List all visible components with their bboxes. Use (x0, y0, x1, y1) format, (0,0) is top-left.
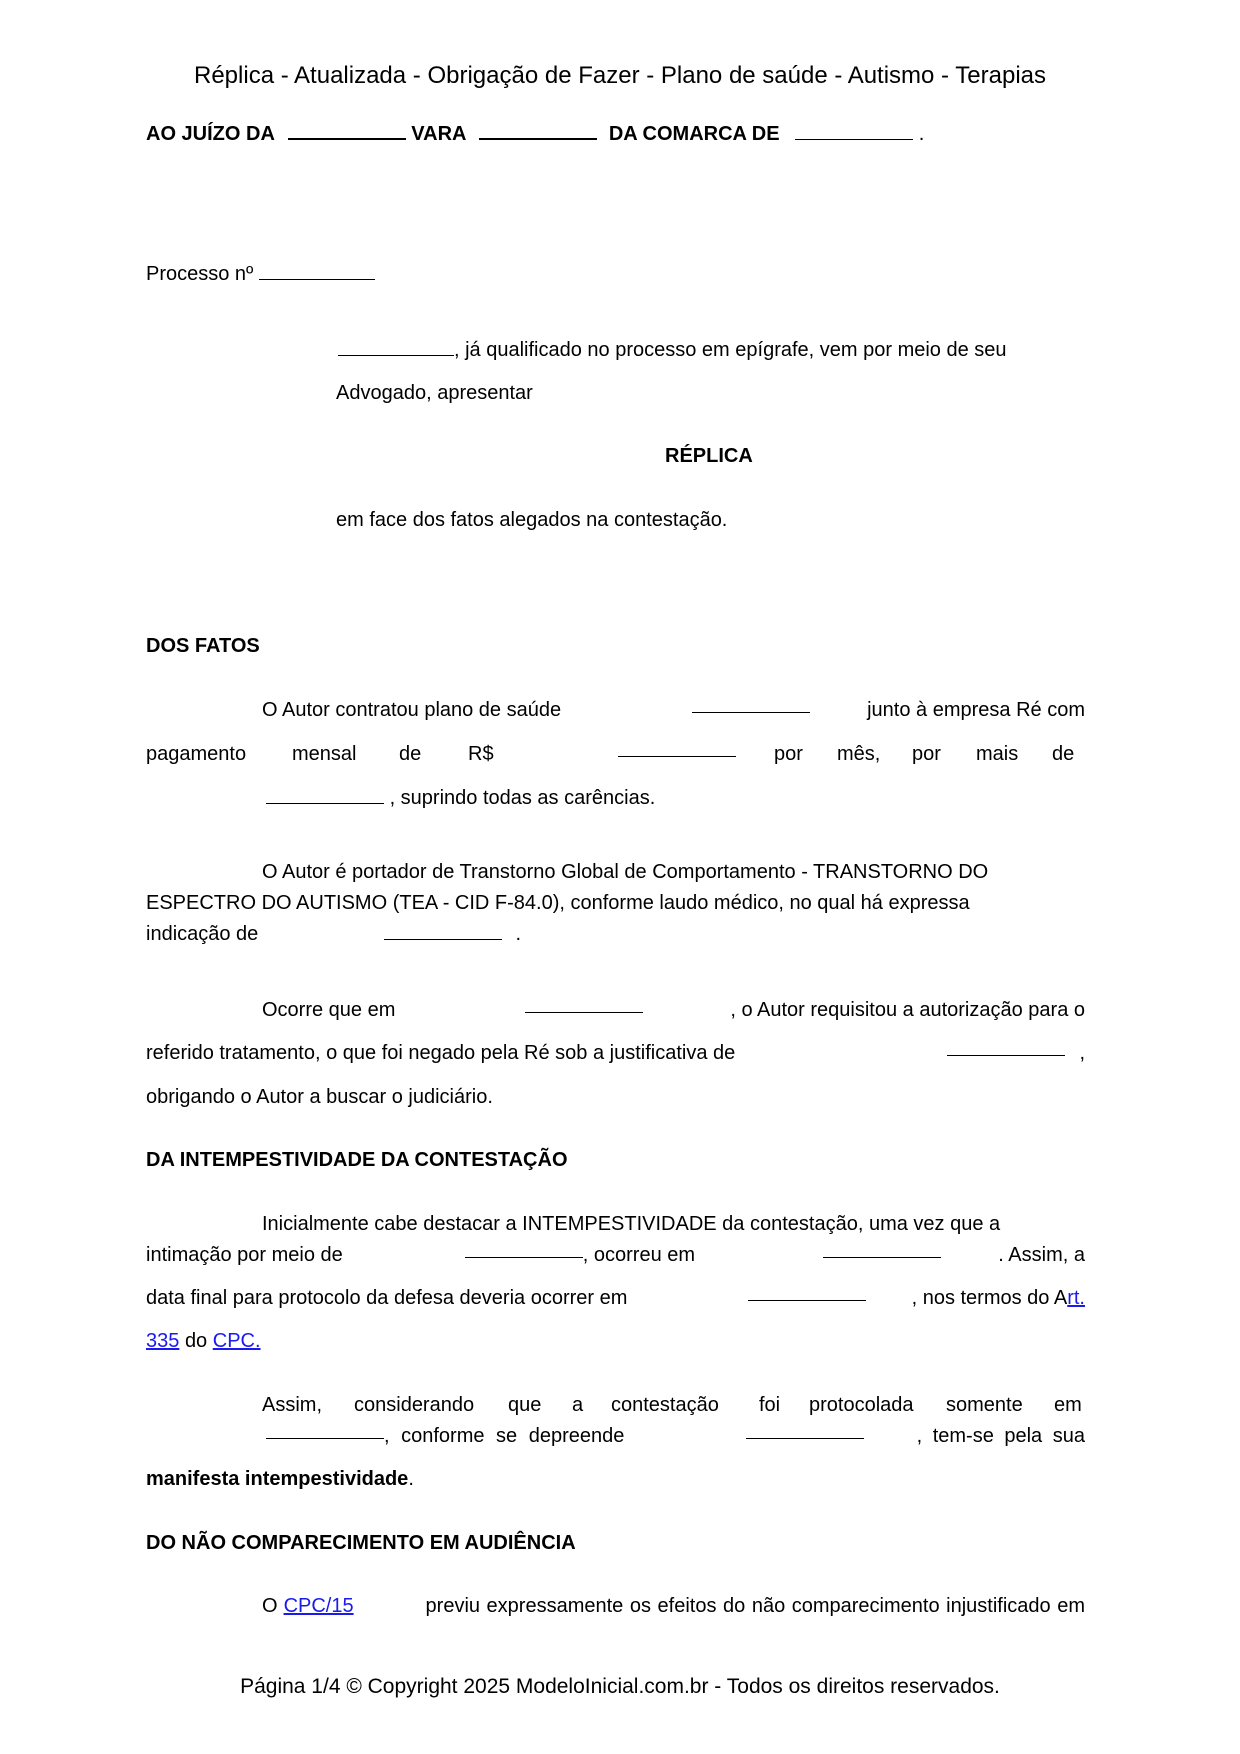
fatos-p3-line3: obrigando o Autor a buscar o judiciário. (146, 1086, 493, 1108)
intemp-text: data final para protocolo da defesa deveria ocorrer em (146, 1287, 628, 1309)
intemp-p2-line3 (146, 1467, 414, 1491)
art-link[interactable]: rt. (1067, 1287, 1085, 1309)
intemp-text: intimação por meio de (146, 1244, 343, 1266)
nao-comp-p1-line1 (262, 1594, 1085, 1618)
word: em (1054, 1394, 1082, 1416)
cpc-link[interactable]: CPC. (212, 1330, 261, 1352)
process-number (146, 262, 375, 286)
fatos-text: , suprindo todas as carências. (389, 787, 656, 809)
intro-line-1 (338, 338, 1085, 362)
intemp-p2-line2 (266, 1424, 1085, 1448)
word: de (1052, 743, 1075, 765)
text: previu expressamente os efeitos do não comparecimento injustificado em (425, 1595, 1085, 1617)
document-footer: Página 1/4 © Copyright 2025 ModeloInicial.com.br - Todos os direitos reservados. (240, 1675, 1000, 1698)
blank-field[interactable] (947, 1041, 1065, 1056)
word: por (774, 743, 803, 765)
fatos-text: . (515, 923, 521, 945)
word: Assim, (262, 1394, 322, 1416)
intemp-text: do (184, 1330, 208, 1352)
fatos-text: indicação de (146, 923, 259, 945)
blank-field[interactable] (465, 1243, 583, 1258)
intro-line-3: em face dos fatos alegados na contestação. (336, 509, 728, 531)
word: mês, (837, 743, 881, 765)
fatos-text: Ocorre que em (262, 999, 396, 1021)
word: que (508, 1394, 542, 1416)
blank-field[interactable] (266, 1424, 384, 1439)
intemp-p1-line1: Inicialmente cabe destacar a INTEMPESTIVIDADE da contestação, uma vez que a (262, 1213, 1001, 1235)
word: somente (946, 1394, 1023, 1416)
intro-line-2: Advogado, apresentar (336, 382, 533, 404)
fatos-text: , (1079, 1042, 1085, 1064)
intemp-p1-line2 (146, 1243, 1085, 1267)
section-heading-nao-comparecimento: DO NÃO COMPARECIMENTO EM AUDIÊNCIA (146, 1532, 576, 1554)
process-label: Processo nº (146, 263, 254, 285)
blank-field[interactable] (479, 124, 597, 140)
fatos-p2-line1: O Autor é portador de Transtorno Global de Comportamento - TRANSTORNO DO (262, 861, 989, 883)
blank-field[interactable] (795, 125, 913, 140)
blank-field[interactable] (384, 925, 502, 940)
blank-field[interactable] (338, 341, 454, 356)
word: por (912, 743, 941, 765)
word: mensal (292, 743, 357, 765)
intemp-text: . Assim, a (998, 1244, 1085, 1266)
art-335-link[interactable]: 335 (146, 1330, 180, 1352)
blank-field[interactable] (288, 124, 406, 140)
blank-field[interactable] (266, 789, 384, 804)
fatos-p3-line2 (146, 1041, 1085, 1065)
word: pagamento (146, 743, 247, 765)
replica-title: RÉPLICA (665, 445, 753, 467)
intemp-text: , ocorreu em (582, 1244, 696, 1266)
fatos-p1-line3 (266, 786, 655, 810)
word: considerando (354, 1394, 475, 1416)
court-address (146, 122, 924, 146)
word: foi (759, 1394, 781, 1416)
text: O (262, 1595, 278, 1617)
fatos-p1-line1 (262, 698, 1085, 722)
word: R$ (468, 743, 494, 765)
fatos-text: referido tratamento, o que foi negado pela Ré sob a justificativa de (146, 1042, 736, 1064)
word: mais (976, 743, 1019, 765)
blank-field[interactable] (823, 1243, 941, 1258)
word: de (399, 743, 422, 765)
fatos-text: , o Autor requisitou a autorização para o (730, 999, 1085, 1021)
blank-field[interactable] (525, 998, 643, 1013)
blank-field[interactable] (692, 698, 810, 713)
blank-field[interactable] (259, 265, 375, 280)
intemp-text: , conforme se depreende (384, 1425, 625, 1447)
fatos-text: junto à empresa Ré com (867, 699, 1085, 721)
cpc15-link[interactable]: CPC/15 (283, 1595, 354, 1617)
intro-text: , já qualificado no processo em epígrafe, vem por meio de seu (454, 339, 1007, 361)
word: a (572, 1394, 584, 1416)
fatos-text: O Autor contratou plano de saúde (262, 699, 562, 721)
intemp-p1-line3 (146, 1286, 1085, 1310)
word: protocolada (809, 1394, 914, 1416)
section-heading-intempestividade: DA INTEMPESTIVIDADE DA CONTESTAÇÃO (146, 1149, 568, 1171)
address-part1: AO JUÍZO DA (146, 123, 275, 145)
bold-text: manifesta intempestividade (146, 1468, 409, 1490)
fatos-p2-line2: ESPECTRO DO AUTISMO (TEA - CID F-84.0), conforme laudo médico, no qual há expressa (146, 892, 970, 914)
address-end: . (918, 123, 925, 145)
blank-field[interactable] (746, 1424, 864, 1439)
blank-field[interactable] (748, 1286, 866, 1301)
intemp-text: , tem-se pela sua (916, 1425, 1085, 1447)
section-heading-fatos: DOS FATOS (146, 635, 260, 657)
intemp-p1-line4 (146, 1329, 261, 1353)
fatos-p2-line3 (146, 922, 521, 946)
address-part2: VARA (411, 123, 466, 145)
fatos-p3-line1 (262, 998, 1085, 1022)
intemp-text: . (408, 1468, 414, 1490)
blank-field[interactable] (618, 742, 736, 757)
address-part3: DA COMARCA DE (608, 123, 780, 145)
intemp-text: , nos termos do A (911, 1287, 1068, 1309)
document-header: Réplica - Atualizada - Obrigação de Fazer - Plano de saúde - Autismo - Terapias (194, 62, 1046, 89)
word: contestação (611, 1394, 719, 1416)
